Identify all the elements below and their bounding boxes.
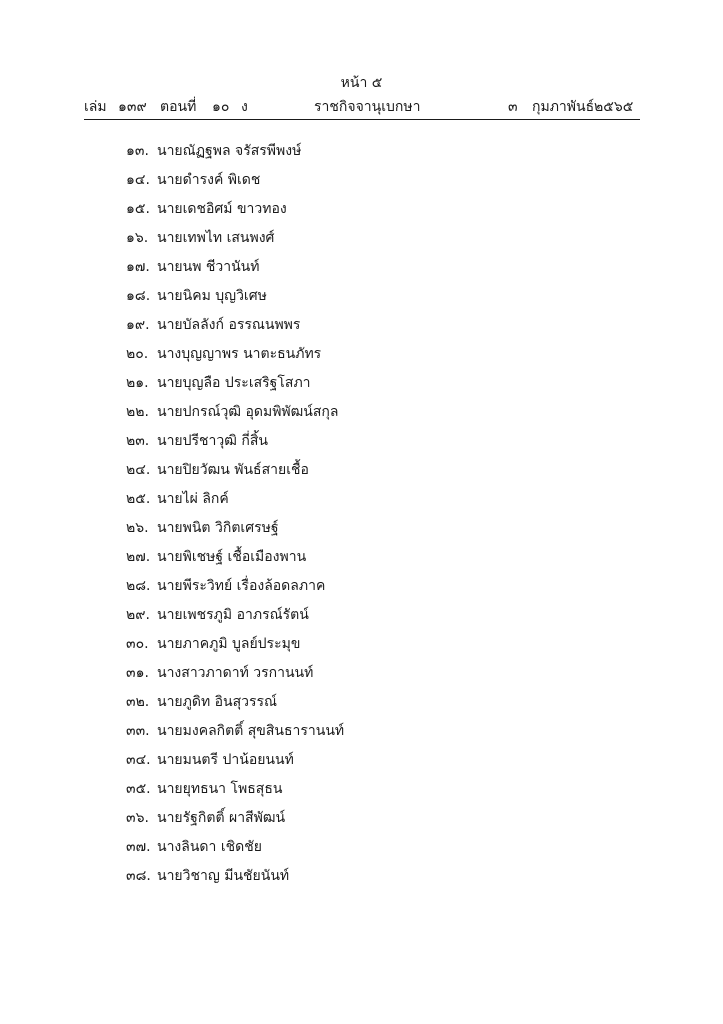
list-item-number: ๓๓. [126, 723, 150, 739]
list-item-name: นายบัลลังก์ อรรณนพพร [157, 317, 301, 333]
list-item [126, 459, 606, 488]
list-item-name: นางลินดา เชิดชัย [157, 839, 262, 855]
list-item [126, 604, 606, 633]
list-item-number: ๑๙. [126, 317, 150, 333]
list-item-name: นายวิชาญ มีนชัยนันท์ [157, 868, 290, 884]
list-item-name: นายปรีชาวุฒิ กี่สิ้น [157, 433, 268, 449]
name-list [126, 140, 606, 894]
list-item-number: ๑๖. [126, 230, 149, 246]
list-item [126, 343, 606, 372]
list-item-number: ๓๘. [126, 868, 151, 884]
list-item-number: ๒๑. [126, 375, 149, 391]
list-item-name: นายพิเชษฐ์ เชื้อเมืองพาน [157, 549, 307, 565]
list-item-number: ๒๔. [126, 462, 151, 478]
list-item [126, 285, 606, 314]
list-item-name: นายเดชอิศม์ ขาวทอง [157, 201, 287, 217]
list-item-name: นายมงคลกิตติ์ สุขสินธารานนท์ [157, 723, 345, 739]
list-item-name: นางบุญญาพร นาตะธนภัทร [157, 346, 322, 362]
date-year: ๒๕๖๕ [594, 99, 634, 115]
list-item [126, 256, 606, 285]
list-item-number: ๑๘. [126, 288, 151, 304]
list-item-number: ๓๖. [126, 810, 149, 826]
list-item-number: ๑๓. [126, 143, 149, 159]
list-item-name: นายดำรงค์ พิเดช [157, 172, 261, 188]
issue-number: ๑๐ [212, 99, 230, 115]
list-item-name: นายมนตรี ปาน้อยนนท์ [157, 752, 294, 768]
list-item-number: ๒๖. [126, 520, 149, 536]
list-item-name: นายปิยวัฒน พันธ์สายเชื้อ [157, 462, 309, 478]
header-divider [84, 119, 640, 120]
list-item [126, 546, 606, 575]
list-item [126, 169, 606, 198]
list-item [126, 401, 606, 430]
list-item-number: ๒๗. [126, 549, 151, 565]
list-item [126, 314, 606, 343]
list-item-number: ๓๑. [126, 665, 149, 681]
list-item-number: ๒๘. [126, 578, 151, 594]
list-item-name: นายภูดิท อินสุวรรณ์ [157, 694, 278, 710]
list-item [126, 807, 606, 836]
list-item-number: ๓๗. [126, 839, 151, 855]
page-number: หน้า ๕ [340, 75, 383, 91]
list-item [126, 720, 606, 749]
list-item-name: นายรัฐกิตติ์ ผาสีพัฒน์ [157, 810, 286, 826]
list-item [126, 575, 606, 604]
list-item [126, 372, 606, 401]
list-item [126, 488, 606, 517]
list-item-number: ๒๓. [126, 433, 150, 449]
list-item-number: ๑๗. [126, 259, 150, 275]
list-item-number: ๒๒. [126, 404, 149, 420]
list-item-name: นายปกรณ์วุฒิ อุดมพิพัฒน์สกุล [157, 404, 339, 420]
list-item [126, 749, 606, 778]
date-day: ๓ [508, 99, 518, 115]
list-item-number: ๓๔. [126, 752, 151, 768]
list-item-name: นายยุทธนา โพธสุธน [157, 781, 283, 797]
list-item-name: นายเพชรภูมิ อาภรณ์รัตน์ [157, 607, 309, 623]
list-item-number: ๓๒. [126, 694, 150, 710]
list-item [126, 430, 606, 459]
list-item-number: ๓๕. [126, 781, 151, 797]
list-item-number: ๓๐. [126, 636, 149, 652]
list-item-name: นายนพ ชีวานันท์ [157, 259, 260, 275]
list-item [126, 198, 606, 227]
gazette-name: ราชกิจจานุเบกษา [314, 99, 421, 115]
list-item-name: นายบุญลือ ประเสริฐโสภา [157, 375, 311, 391]
list-item [126, 691, 606, 720]
list-item-name: นายพีระวิทย์ เรื่องล้อดลภาค [157, 578, 326, 594]
issue-label: ตอนที่ [160, 99, 197, 115]
list-item-number: ๒๐. [126, 346, 149, 362]
list-item-name: นายเทพไท เสนพงศ์ [157, 230, 275, 246]
volume-number: ๑๓๙ [118, 99, 147, 115]
volume-label: เล่ม [84, 99, 107, 115]
list-item-name: นางสาวภาดาท์ วรกานนท์ [157, 665, 314, 681]
list-item-name: นายนิคม บุญวิเศษ [157, 288, 267, 304]
section-letter: ง [241, 99, 248, 115]
list-item [126, 662, 606, 691]
list-item [126, 140, 606, 169]
list-item [126, 517, 606, 546]
list-item [126, 836, 606, 865]
list-item [126, 633, 606, 662]
gazette-header [84, 96, 640, 118]
list-item-number: ๒๕. [126, 491, 151, 507]
list-item-name: นายภาคภูมิ บูลย์ประมุข [157, 636, 301, 652]
list-item [126, 778, 606, 807]
list-item [126, 227, 606, 256]
list-item [126, 865, 606, 894]
list-item-name: นายพนิต วิกิตเศรษฐ์ [157, 520, 279, 536]
list-item-name: นายไผ่ ลิกค์ [157, 491, 229, 507]
list-item-number: ๑๔. [126, 172, 150, 188]
date-month: กุมภาพันธ์ [532, 99, 595, 115]
list-item-number: ๑๕. [126, 201, 150, 217]
list-item-number: ๒๙. [126, 607, 150, 623]
list-item-name: นายณัฏฐพล จรัสรพีพงษ์ [157, 143, 302, 159]
